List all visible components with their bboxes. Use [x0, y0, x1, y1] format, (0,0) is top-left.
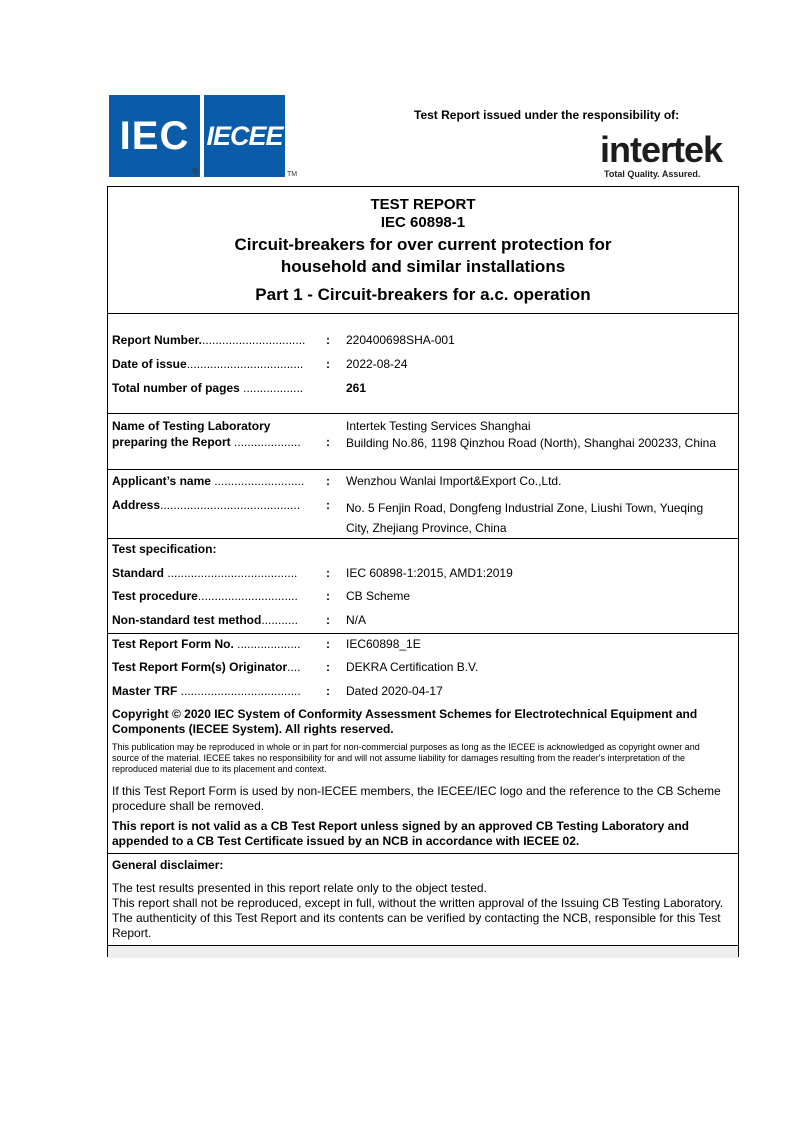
- applicant-name-label: Applicant’s name ...........................: [112, 474, 305, 488]
- disclaimer-line1: The test results presented in this report relate only to the object tested.: [112, 881, 487, 895]
- colon: :: [326, 613, 330, 627]
- date-of-issue-label: Date of issue...................................: [112, 357, 304, 371]
- total-pages-value: 261: [346, 381, 367, 395]
- intertek-tagline: Total Quality. Assured.: [604, 169, 701, 179]
- address-label: Address..........................................: [112, 498, 301, 512]
- intertek-logo: intertek: [600, 129, 723, 170]
- lab-name-value: Intertek Testing Services Shanghai: [346, 419, 531, 433]
- disclaimer-heading: General disclaimer:: [112, 858, 224, 872]
- responsibility-text: Test Report issued under the responsibility of:: [414, 108, 680, 122]
- colon: :: [326, 566, 330, 580]
- report-number-value: 220400698SHA-001: [346, 333, 455, 347]
- divider: [107, 633, 739, 634]
- test-spec-heading: Test specification:: [112, 542, 217, 556]
- colon: :: [326, 684, 330, 698]
- registered-mark: ®: [192, 166, 199, 176]
- form-no-value: IEC60898_1E: [346, 637, 421, 651]
- divider: [107, 853, 739, 854]
- iec-logo: IEC: [109, 95, 200, 177]
- test-procedure-value: CB Scheme: [346, 589, 411, 603]
- address-value: No. 5 Fenjin Road, Dongfeng Industrial Zone, Liushi Town, Yueqing City, Zhejiang Province, China: [346, 501, 704, 535]
- colon: :: [326, 498, 330, 512]
- disclaimer-body: This report shall not be reproduced, except in full, without the written approval of the Issuing CB Testing Laboratory. The authenticity of this Test Report and its contents can be verified by contacting the NCB, responsible for this Test Report.: [112, 896, 724, 940]
- copyright-heading: Copyright © 2020 IEC System of Conformity Assessment Schemes for Electrotechnical Equipment and Components (IECEE System). All rights reserved.: [112, 707, 698, 736]
- iecee-logo: IECEE: [204, 95, 285, 177]
- originator-label: Test Report Form(s) Originator....: [112, 660, 301, 674]
- subject-title: Circuit-breakers for over current protection for household and similar installations: [234, 235, 612, 276]
- divider: [107, 538, 739, 539]
- report-title: TEST REPORT: [370, 196, 476, 213]
- standard-value: IEC 60898-1:2015, AMD1:2019: [346, 566, 513, 580]
- divider: [107, 469, 739, 470]
- colon: :: [326, 474, 330, 488]
- colon: :: [326, 357, 330, 371]
- validity-note: This report is not valid as a CB Test Report unless signed by an approved CB Testing Laboratory and appended to a CB Test Certificate issued by an NCB in accordance with IECEE 02.: [112, 819, 689, 848]
- form-no-label: Test Report Form No. ...................: [112, 637, 301, 651]
- colon: :: [326, 333, 330, 347]
- lab-label-line1: Name of Testing Laboratory: [112, 419, 271, 433]
- non-standard-method-label: Non-standard test method...........: [112, 613, 299, 627]
- lab-label-line2: preparing the Report ....................: [112, 435, 301, 449]
- report-number-label: Report Number................................: [112, 333, 306, 347]
- master-trf-label: Master TRF ....................................: [112, 684, 301, 698]
- total-pages-label: Total number of pages ..................: [112, 381, 304, 395]
- non-iecee-note: If this Test Report Form is used by non-IECEE members, the IECEE/IEC logo and the reference to the CB Scheme procedure shall be removed.: [112, 784, 721, 813]
- standard-title: IEC 60898-1: [380, 214, 466, 231]
- non-standard-method-value: N/A: [346, 613, 367, 627]
- trademark-mark: TM: [287, 171, 298, 178]
- footer-bar: [108, 945, 738, 958]
- colon: :: [326, 589, 330, 603]
- divider: [107, 413, 739, 414]
- test-procedure-label: Test procedure..............................: [112, 589, 298, 603]
- master-trf-value: Dated 2020-04-17: [346, 684, 443, 698]
- originator-value: DEKRA Certification B.V.: [346, 660, 479, 674]
- date-of-issue-value: 2022-08-24: [346, 357, 408, 371]
- colon: :: [326, 435, 330, 449]
- copyright-fine-print: This publication may be reproduced in whole or in part for non-commercial purposes as long as the IECEE is acknowledged as copyright owner and source of the material. IECEE takes no responsibility for and will not assume liability for damages resulting from the reader's interpretation of the reproduced material due to its placement and context.: [112, 742, 700, 774]
- part-title: Part 1 - Circuit-breakers for a.c. operation: [255, 285, 591, 304]
- lab-address-value: Building No.86, 1198 Qinzhou Road (North), Shanghai 200233, China: [346, 436, 717, 450]
- colon: :: [326, 637, 330, 651]
- standard-label: Standard .......................................: [112, 566, 298, 580]
- divider: [107, 313, 739, 314]
- colon: :: [326, 660, 330, 674]
- applicant-name-value: Wenzhou Wanlai Import&Export Co.,Ltd.: [346, 474, 562, 488]
